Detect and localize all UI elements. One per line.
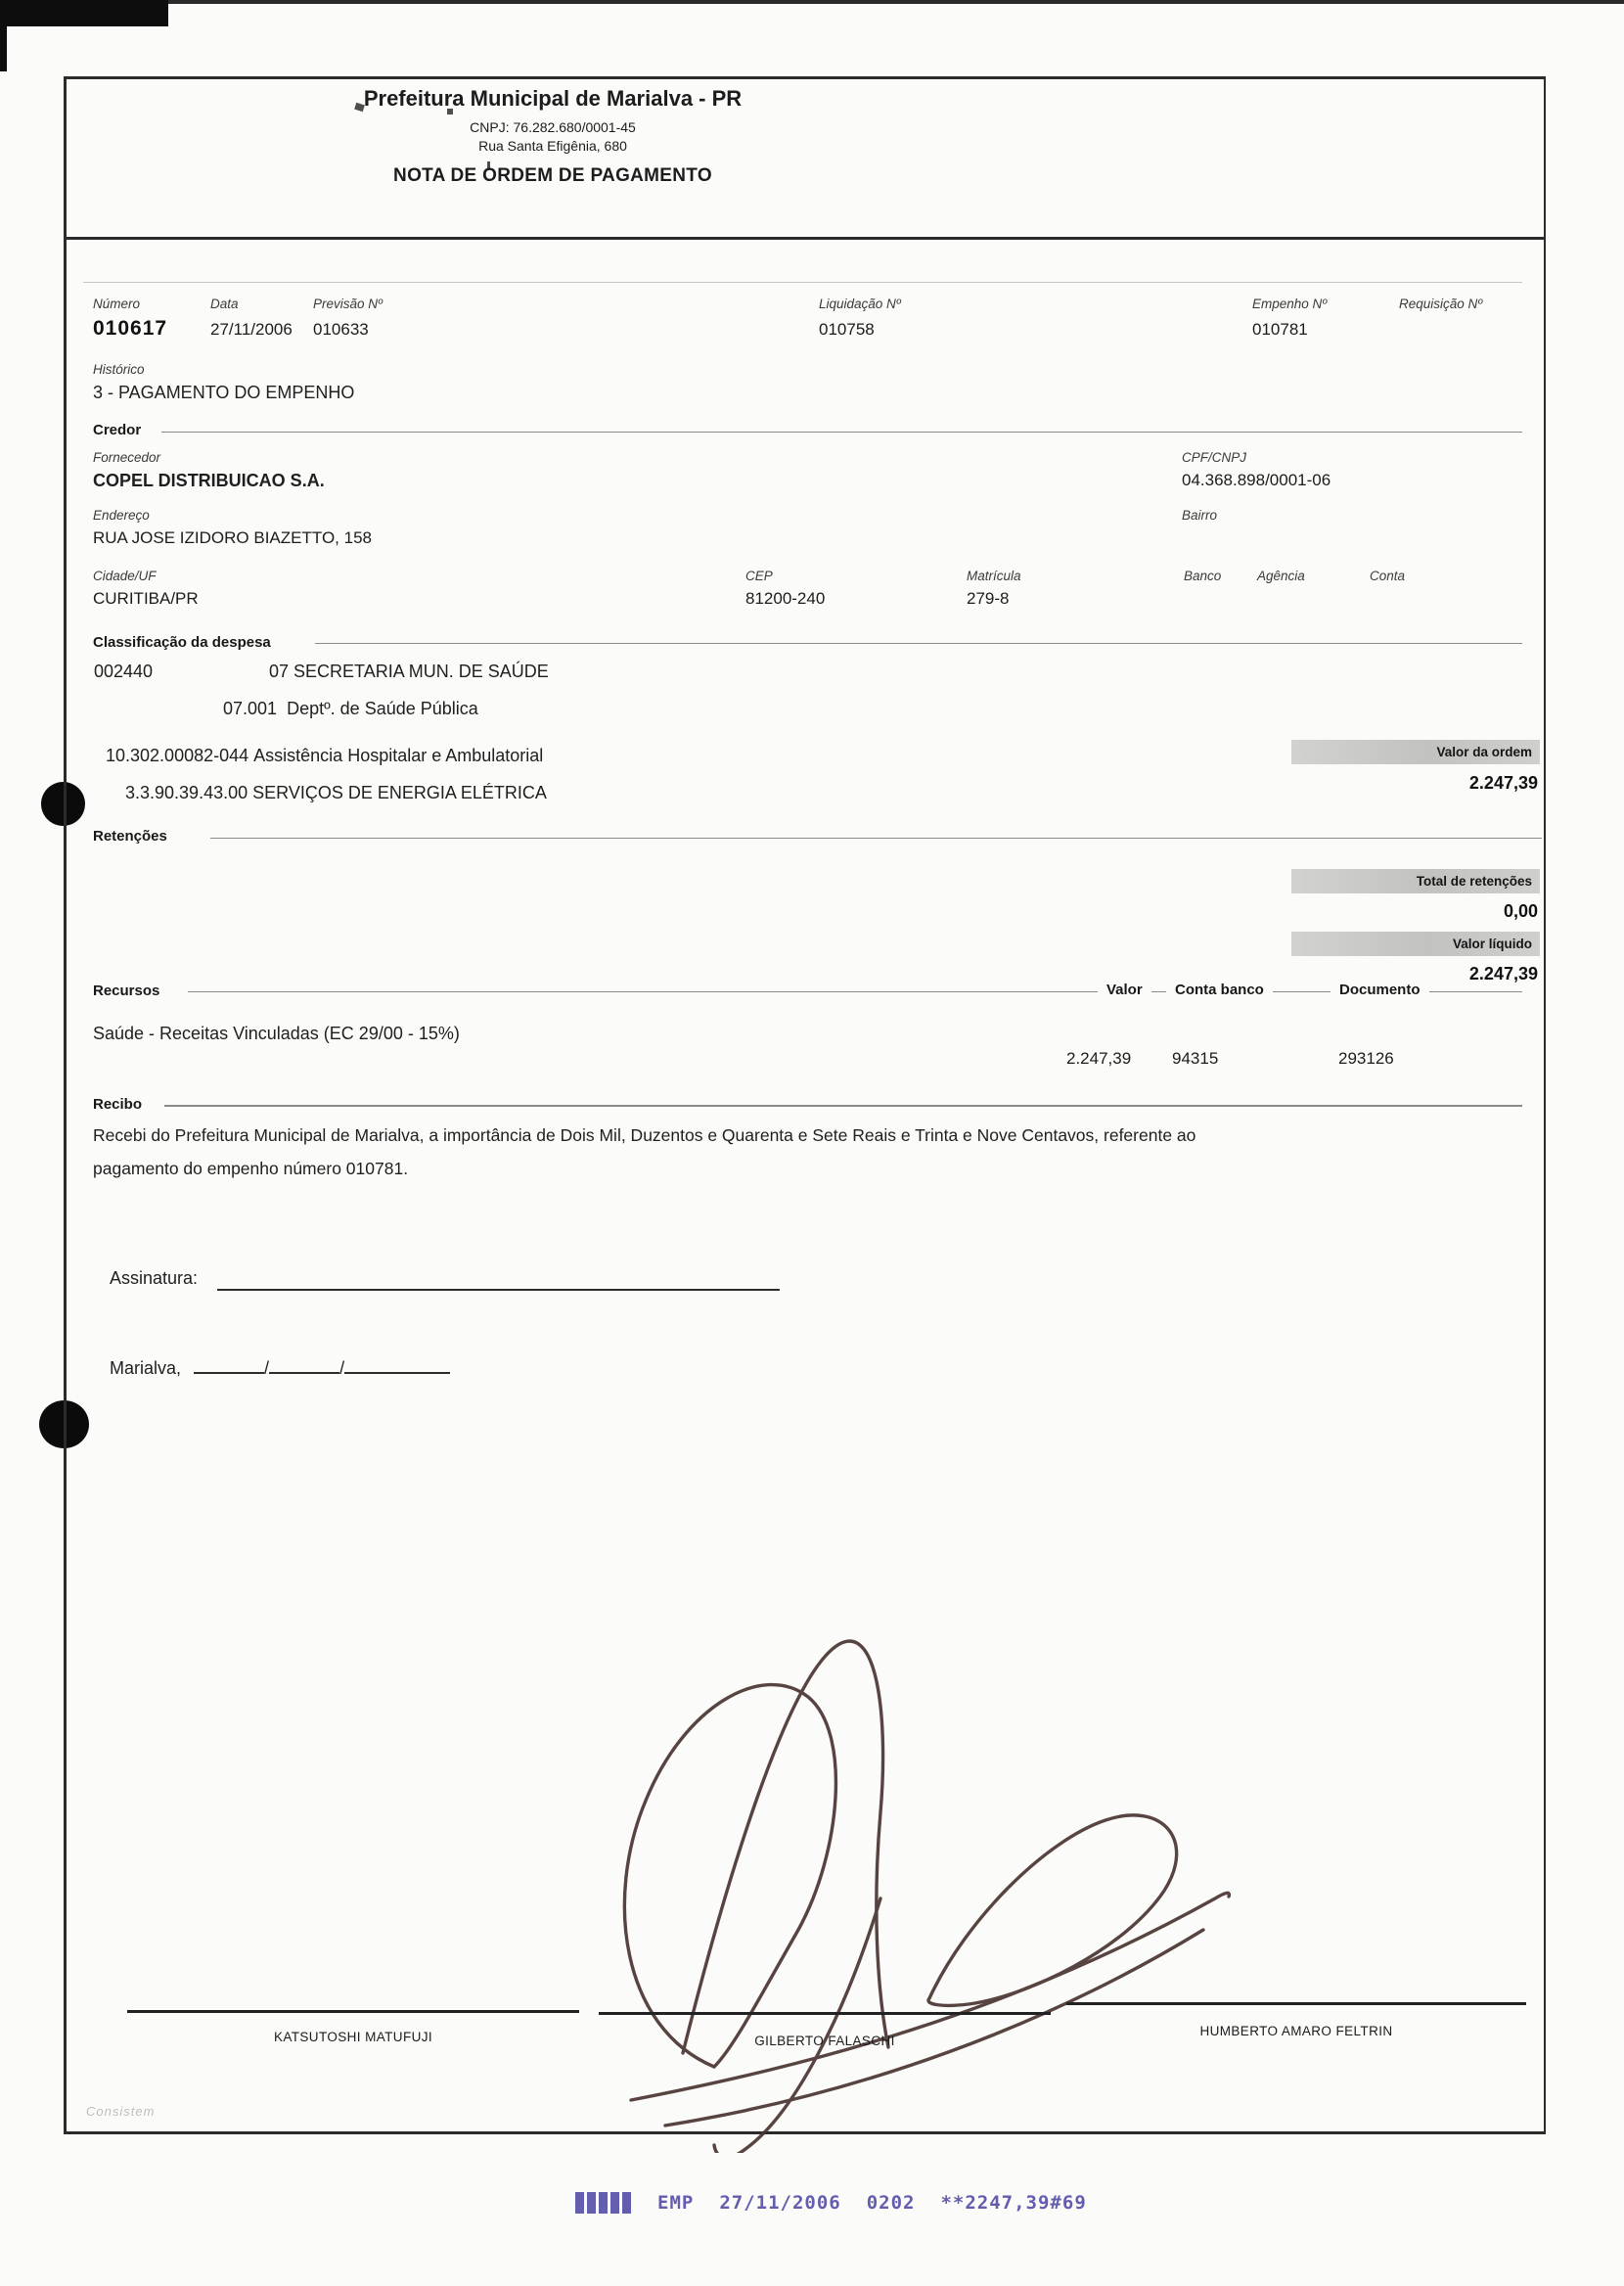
local-date bbox=[110, 1358, 450, 1379]
date-month-blank bbox=[269, 1358, 339, 1374]
classificacao-row-code: 3.3.90.39.43.00 bbox=[125, 783, 248, 802]
stamp-date: 27/11/2006 bbox=[719, 2192, 841, 2214]
numero-value: 010617 bbox=[93, 317, 168, 340]
classificacao-row-code: 07.001 bbox=[223, 699, 278, 718]
date-day-blank bbox=[194, 1358, 264, 1374]
signatory-name: GILBERTO FALASCHI bbox=[754, 2034, 895, 2048]
recursos-rule bbox=[188, 991, 1522, 992]
cpfcnpj-label: CPF/CNPJ bbox=[1182, 450, 1247, 465]
recibo-rule bbox=[164, 1105, 1522, 1107]
endereco-label: Endereço bbox=[93, 508, 150, 523]
scan-left-edge bbox=[0, 26, 7, 71]
stamp-emp: EMP bbox=[657, 2192, 695, 2214]
cep-value: 81200-240 bbox=[745, 589, 826, 608]
endereco-value: RUA JOSE IZIDORO BIAZETTO, 158 bbox=[93, 528, 372, 547]
frame-right bbox=[1544, 76, 1546, 2133]
handwritten-signature bbox=[421, 1605, 1242, 2153]
recursos-conta-header: Conta banco bbox=[1166, 982, 1273, 998]
fields-top-rule bbox=[83, 282, 1522, 283]
document-type-title: NOTA DE ORDEM DE PAGAMENTO bbox=[393, 165, 712, 186]
total-retencoes-label: Total de retenções bbox=[1291, 869, 1540, 893]
classificacao-row-code: 002440 bbox=[94, 662, 154, 681]
requisicao-label: Requisição Nº bbox=[1399, 297, 1483, 311]
recibo-section-label: Recibo bbox=[93, 1096, 143, 1113]
classificacao-row-desc: SERVIÇOS DE ENERGIA ELÉTRICA bbox=[252, 783, 547, 802]
frame-left bbox=[64, 76, 67, 2133]
liquidacao-value: 010758 bbox=[819, 320, 875, 339]
signatory-name: KATSUTOSHI MATUFUJI bbox=[273, 2030, 433, 2044]
cidade-value: CURITIBA/PR bbox=[93, 589, 199, 608]
agencia-label: Agência bbox=[1257, 569, 1305, 583]
conta-label: Conta bbox=[1370, 569, 1406, 583]
classificacao-row-code: 10.302.00082-044 bbox=[106, 746, 249, 765]
credor-rule bbox=[161, 432, 1522, 433]
scan-top-edge bbox=[0, 0, 1624, 4]
header-address: Rua Santa Efigênia, 680 bbox=[478, 138, 627, 154]
recursos-fonte: Saúde - Receitas Vinculadas (EC 29/00 - 15%) bbox=[93, 1024, 460, 1043]
valor-ordem-value: 2.247,39 bbox=[1468, 773, 1538, 793]
data-label: Data bbox=[210, 297, 239, 311]
stamp-logo-mark bbox=[575, 2192, 632, 2214]
stamp-amount: **2247,39#69 bbox=[940, 2192, 1087, 2214]
validation-stamp bbox=[575, 2192, 1087, 2214]
frame-top bbox=[64, 76, 1546, 79]
cidade-label: Cidade/UF bbox=[93, 569, 157, 583]
previsao-label: Previsão Nº bbox=[313, 297, 383, 311]
classificacao-row bbox=[106, 746, 543, 766]
recursos-documento-value: 293126 bbox=[1338, 1049, 1394, 1068]
recibo-text-line: pagamento do empenho número 010781. bbox=[93, 1159, 409, 1178]
header-cnpj: CNPJ: 76.282.680/0001-45 bbox=[470, 119, 636, 135]
recursos-valor-value: 2.247,39 bbox=[1066, 1049, 1132, 1068]
matricula-label: Matrícula bbox=[967, 569, 1021, 583]
header bbox=[64, 86, 1042, 187]
classificacao-row-desc: 07 SECRETARIA MUN. DE SAÚDE bbox=[269, 662, 549, 681]
local-label: Marialva, bbox=[110, 1358, 182, 1378]
cep-label: CEP bbox=[745, 569, 773, 583]
classificacao-row bbox=[125, 783, 547, 803]
assinatura-label: Assinatura: bbox=[110, 1268, 199, 1288]
fornecedor-label: Fornecedor bbox=[93, 450, 161, 465]
stamp-code: 0202 bbox=[866, 2192, 916, 2214]
cpfcnpj-value: 04.368.898/0001-06 bbox=[1182, 471, 1331, 489]
classificacao-row-desc: Deptº. de Saúde Pública bbox=[287, 699, 478, 718]
retencoes-rule bbox=[210, 838, 1542, 839]
matricula-value: 279-8 bbox=[967, 589, 1010, 608]
empenho-label: Empenho Nº bbox=[1252, 297, 1328, 311]
classificacao-row bbox=[223, 699, 478, 719]
fornecedor-value: COPEL DISTRIBUICAO S.A. bbox=[93, 471, 325, 490]
date-slash: / bbox=[339, 1358, 345, 1378]
bairro-label: Bairro bbox=[1182, 508, 1218, 523]
data-value: 27/11/2006 bbox=[210, 320, 293, 339]
signature-line bbox=[599, 2012, 1051, 2015]
recibo-text-line: Recebi do Prefeitura Municipal de Marialva, a importância de Dois Mil, Duzentos e Quarenta e Sete Reais e Trinta e Nove Centavos, referente ao bbox=[93, 1125, 1196, 1145]
valor-liquido-value: 2.247,39 bbox=[1468, 964, 1538, 983]
classificacao-row-desc: Assistência Hospitalar e Ambulatorial bbox=[253, 746, 544, 765]
recursos-documento-header: Documento bbox=[1331, 982, 1429, 998]
banco-label: Banco bbox=[1184, 569, 1222, 583]
classificacao-section-label: Classificação da despesa bbox=[93, 634, 271, 651]
retencoes-section-label: Retenções bbox=[93, 828, 167, 845]
liquidacao-label: Liquidação Nº bbox=[819, 297, 901, 311]
valor-liquido-label: Valor líquido bbox=[1291, 932, 1540, 956]
signature-line bbox=[127, 2010, 579, 2013]
historico-value: 3 - PAGAMENTO DO EMPENHO bbox=[93, 383, 355, 402]
date-slash: / bbox=[264, 1358, 270, 1378]
software-watermark: Consistem bbox=[86, 2104, 156, 2119]
scan-corner-black bbox=[0, 0, 168, 26]
recursos-valor-header: Valor bbox=[1098, 982, 1151, 998]
signature-line bbox=[1066, 2002, 1526, 2005]
numero-label: Número bbox=[93, 297, 141, 311]
date-year-blank bbox=[344, 1358, 450, 1374]
recursos-conta-value: 94315 bbox=[1172, 1049, 1219, 1068]
signatory-name: HUMBERTO AMARO FELTRIN bbox=[1199, 2024, 1393, 2038]
classificacao-rule bbox=[315, 643, 1522, 644]
recursos-section-label: Recursos bbox=[93, 983, 160, 999]
valor-ordem-label: Valor da ordem bbox=[1291, 740, 1540, 764]
header-divider bbox=[64, 237, 1546, 240]
page-title: Prefeitura Municipal de Marialva - PR bbox=[363, 86, 743, 111]
historico-label: Histórico bbox=[93, 362, 145, 377]
assinatura-line bbox=[217, 1289, 780, 1291]
empenho-value: 010781 bbox=[1252, 320, 1308, 339]
credor-section-label: Credor bbox=[93, 422, 142, 438]
total-retencoes-value: 0,00 bbox=[1503, 901, 1538, 921]
previsao-value: 010633 bbox=[313, 320, 369, 339]
